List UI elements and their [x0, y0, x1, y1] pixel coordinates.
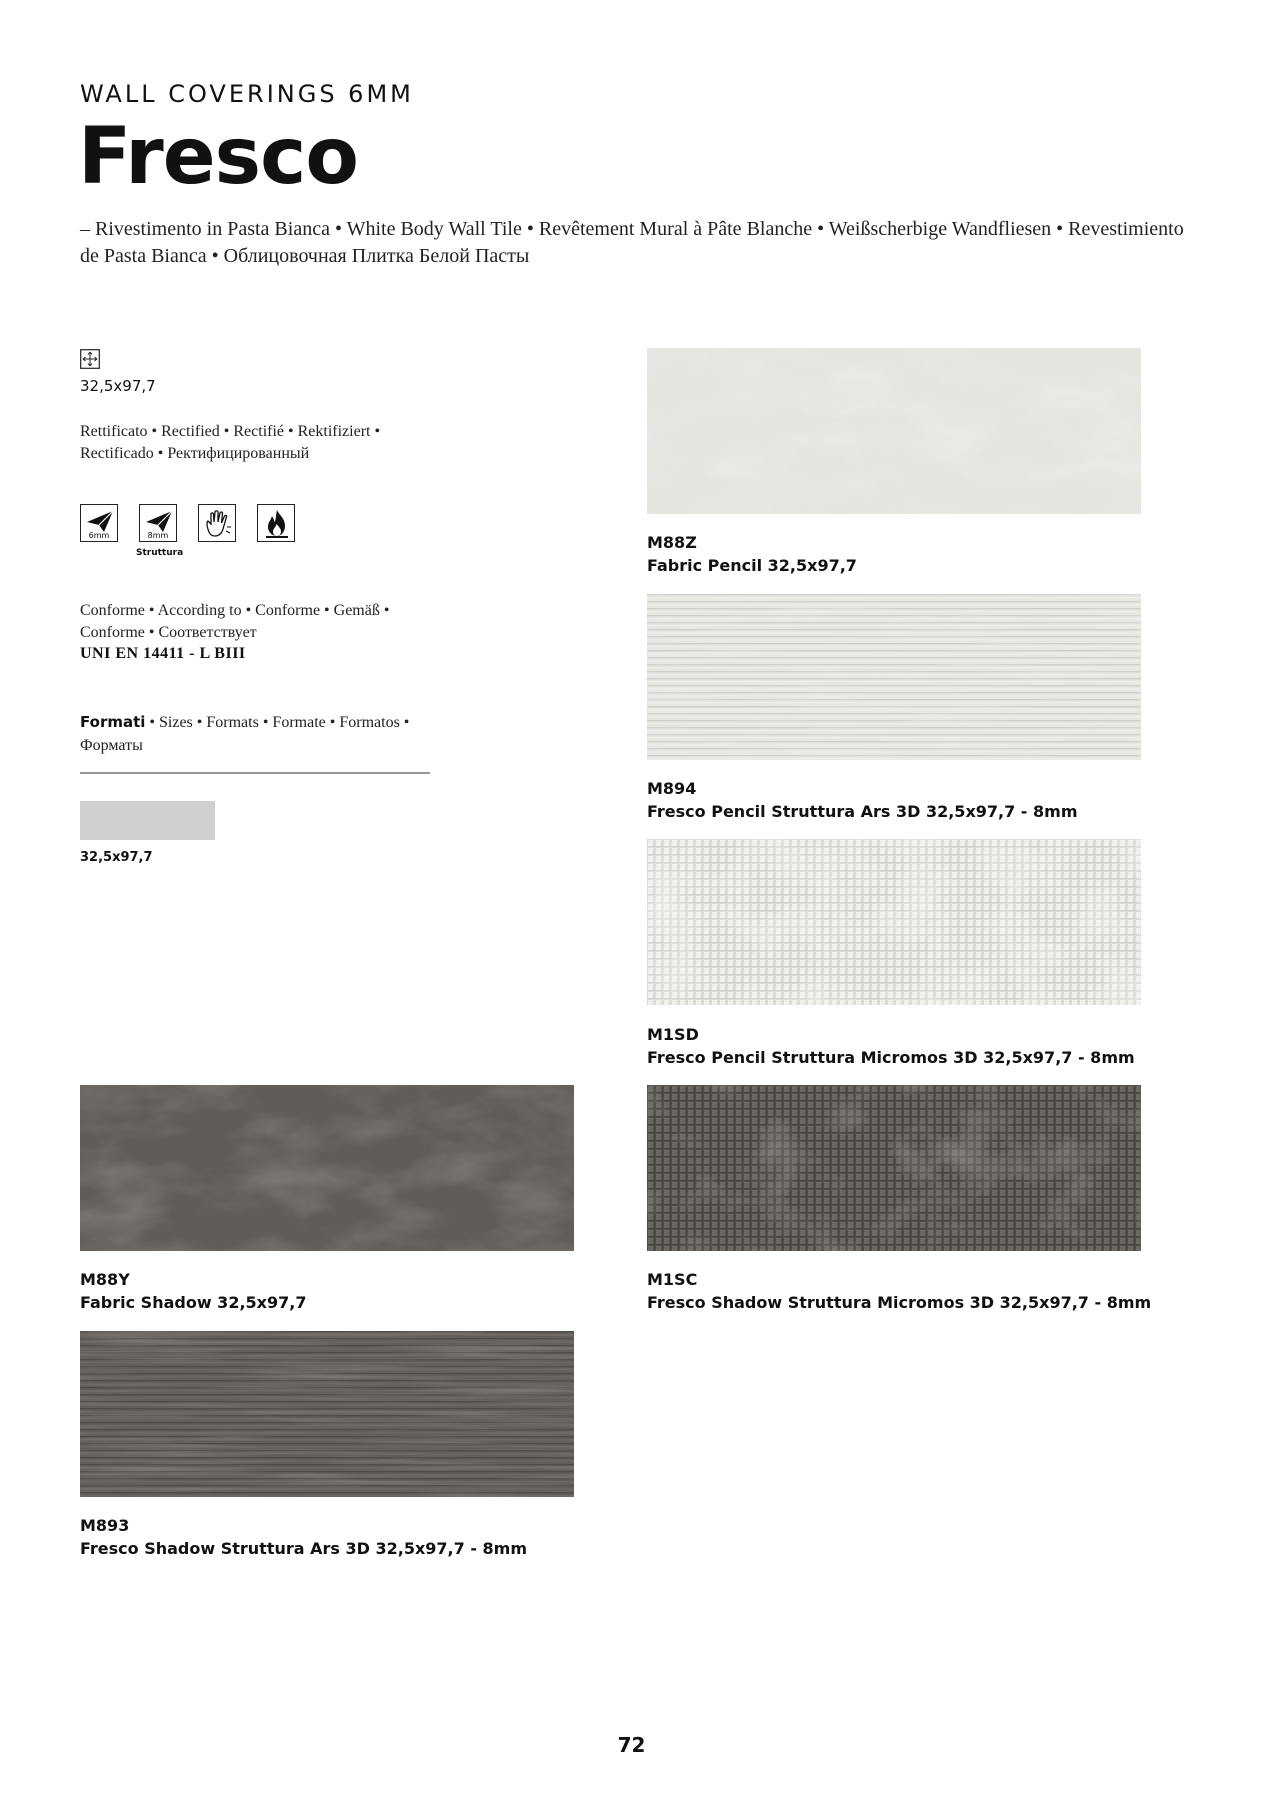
formats-translations: • Sizes • Formats • Formate • Formatos • Форматы	[80, 714, 410, 754]
tile-swatch-m1sc	[647, 1085, 1141, 1251]
format-swatch	[80, 801, 215, 840]
tile-swatch-m88z	[647, 348, 1141, 514]
product-code: M893	[80, 1516, 130, 1535]
subtitle: – Rivestimento in Pasta Bianca • White Body Wall Tile • Revêtement Mural à Pâte Blanche • Weißscherbige Wandfliesen • Revestimiento de Pasta Bianca • Облицовочная Плитка Белой Пасты	[80, 218, 1184, 267]
format-swatch-label: 32,5x97,7	[80, 850, 153, 865]
conformity-text: Conforme • According to • Conforme • Gemäß • Conforme • Соответствует	[80, 602, 390, 641]
paper-plane-icon	[80, 504, 118, 542]
structure-label: Struttura	[136, 548, 184, 558]
thickness-8mm-caption: 8mm	[147, 531, 169, 540]
conformity-standard: UNI EN 14411 - L BIII	[80, 645, 246, 662]
tile-swatch-m894	[647, 594, 1141, 760]
size-value: 32,5x97,7	[80, 377, 156, 395]
product-description: Fresco Pencil Struttura Ars 3D 32,5x97,7 - 8mm	[647, 802, 1078, 821]
product-code: M88Z	[647, 533, 697, 552]
tile-swatch-m88y	[80, 1085, 574, 1251]
tile-swatch-m1sd	[647, 839, 1141, 1005]
section-label: WALL COVERINGS 6MM	[80, 80, 414, 108]
page-title: Fresco	[78, 112, 358, 202]
rectified-text: Rettificato • Rectified • Rectifié • Rektifiziert • Rectificado • Ректифицированный	[80, 423, 381, 462]
product-description: Fresco Shadow Struttura Ars 3D 32,5x97,7 - 8mm	[80, 1539, 528, 1558]
product-code: M1SD	[647, 1025, 699, 1044]
paper-plane-icon	[139, 504, 177, 542]
formats-label: Formati	[80, 713, 146, 731]
formats-line	[80, 711, 410, 757]
flame-icon	[257, 504, 295, 542]
product-description: Fabric Shadow 32,5x97,7	[80, 1293, 307, 1312]
product-description: Fresco Pencil Struttura Micromos 3D 32,5x97,7 - 8mm	[647, 1048, 1135, 1067]
formats-divider	[80, 772, 430, 774]
hand-icon	[198, 504, 236, 542]
product-description: Fresco Shadow Struttura Micromos 3D 32,5x97,7 - 8mm	[647, 1293, 1152, 1312]
product-description: Fabric Pencil 32,5x97,7	[647, 556, 857, 575]
product-code: M1SC	[647, 1270, 698, 1289]
product-code: M894	[647, 779, 697, 798]
product-code: M88Y	[80, 1270, 130, 1289]
page-number: 72	[617, 1733, 646, 1757]
thickness-6mm-caption: 6mm	[88, 531, 110, 540]
size-cross-icon	[80, 349, 100, 369]
tile-swatch-m893	[80, 1331, 574, 1497]
